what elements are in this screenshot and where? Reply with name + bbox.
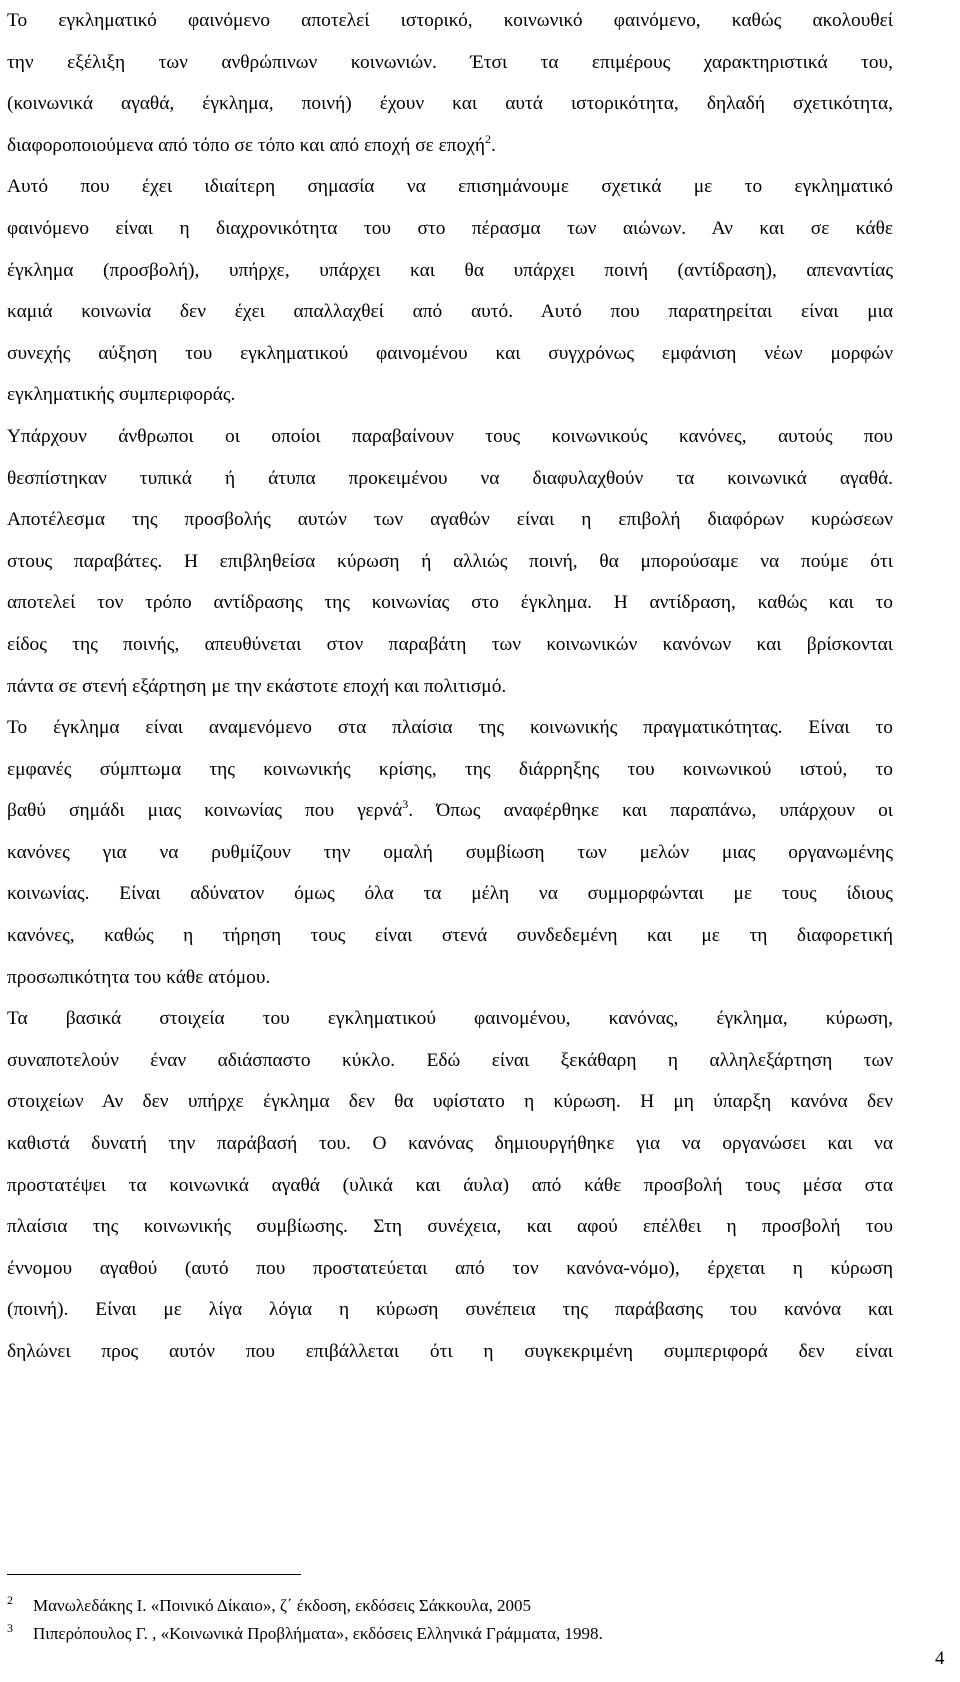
line-text: Το εγκληματικό φαινόμενο αποτελεί ιστορικό, κοινωνικό φαινόμενο, καθώς ακολουθεί xyxy=(7,10,893,31)
body-text xyxy=(7,0,893,1373)
text-line xyxy=(7,915,893,957)
line-text: (κοινωνικά αγαθά, έγκλημα, ποινή) έχουν και αυτά ιστορικότητα, δηλαδή σχετικότητα, xyxy=(7,93,893,115)
text-line xyxy=(7,416,893,458)
line-text: προστατέψει τα κοινωνικά αγαθά (υλικά και άυλα) από κάθε προσβολή τους μέσα στα xyxy=(7,1174,893,1196)
text-line xyxy=(7,291,893,333)
line-text: Αυτό που έχει ιδιαίτερη σημασία να επισημάνουμε σχετικά με το εγκληματικό xyxy=(7,176,893,198)
text-line xyxy=(7,624,893,666)
line-text: έγκλημα (προσβολή), υπήρχε, υπάρχει και θα υπάρχει ποινή (αντίδραση), απεναντίας xyxy=(7,259,893,281)
line-text: συνεχής αύξηση του εγκληματικού φαινομένου και συγχρόνως εμφάνιση νέων μορφών xyxy=(7,342,893,364)
line-text: Αποτέλεσμα της προσβολής αυτών των αγαθών είναι η επιβολή διαφόρων κυρώσεων xyxy=(7,509,893,531)
footnote-text: Μανωλεδάκης Ι. «Ποινικό Δίκαιο», ζ΄ έκδοση, εκδόσεις Σάκκουλα, 2005 xyxy=(33,1596,531,1615)
text-line xyxy=(7,208,893,250)
text-line xyxy=(7,832,893,874)
line-text: στοιχείων Αν δεν υπήρχε έγκλημα δεν θα υφίστατο η κύρωση. Η μη ύπαρξη κανόνα δεν xyxy=(7,1091,893,1113)
text-line xyxy=(7,458,893,500)
text-line xyxy=(7,1040,893,1082)
text-line xyxy=(7,666,893,708)
text-line xyxy=(7,582,893,624)
line-text: πάντα σε στενή εξάρτηση με την εκάστοτε εποχή και πολιτισμό. xyxy=(7,675,507,697)
line-text: είδος της ποινής, απευθύνεται στον παραβάτη των κοινωνικών κανόνων και βρίσκονται xyxy=(7,633,893,655)
text-line xyxy=(7,707,893,749)
line-text: Υπάρχουν άνθρωποι οι οποίοι παραβαίνουν τους κοινωνικούς κανόνες, αυτούς που xyxy=(7,425,893,447)
text-line xyxy=(7,83,893,125)
text-line xyxy=(7,0,893,42)
footnote-separator xyxy=(7,1574,301,1575)
footnote-3: 3 Πιπερόπουλος Γ. , «Κοινωνικά Προβλήματα», εκδόσεις Ελληνικά Γράμματα, 1998. xyxy=(7,1621,603,1643)
line-text: καμιά κοινωνία δεν έχει απαλλαχθεί από αυτό. Αυτό που παρατηρείται είναι μια xyxy=(7,301,893,323)
text-line xyxy=(7,374,893,416)
text-line xyxy=(7,541,893,583)
line-text: (ποινή). Είναι με λίγα λόγια η κύρωση συνέπεια της παράβασης του κανόνα και xyxy=(7,1299,893,1321)
line-text: εμφανές σύμπτωμα της κοινωνικής κρίσης, της διάρρηξης του κοινωνικού ιστού, το xyxy=(7,758,893,780)
line-text: εγκληματικής συμπεριφοράς. xyxy=(7,384,236,406)
line-text: διαφοροποιούμενα από τόπο σε τόπο και από εποχή σε εποχή xyxy=(7,134,486,156)
line-text: κανόνες για να ρυθμίζουν την ομαλή συμβίωση των μελών μιας οργανωμένης xyxy=(7,841,893,863)
text-line xyxy=(7,42,893,84)
text-line xyxy=(7,998,893,1040)
footnote-reference: 3 xyxy=(402,797,409,812)
page-number: 4 xyxy=(935,1648,945,1669)
line-text: καθιστά δυνατή την παράβασή του. Ο κανόνας δημιουργήθηκε για να οργανώσει και να xyxy=(7,1133,893,1155)
text-line xyxy=(7,1165,893,1207)
text-line xyxy=(7,1331,893,1373)
line-text: Το έγκλημα είναι αναμενόμενο στα πλαίσια της κοινωνικής πραγματικότητας. Είναι το xyxy=(7,717,893,739)
line-text: την εξέλιξη των ανθρώπινων κοινωνιών. Έτσι τα επιμέρους χαρακτηριστικά του, xyxy=(7,51,893,73)
text-line xyxy=(7,957,893,999)
line-text: στους παραβάτες. Η επιβληθείσα κύρωση ή αλλιώς ποινή, θα μπορούσαμε να πούμε ότι xyxy=(7,550,893,572)
footnote-reference: 2 xyxy=(485,131,492,146)
text-line xyxy=(7,873,893,915)
line-text-continued: . Όπως αναφέρθηκε και παραπάνω, υπάρχουν οι xyxy=(408,800,894,822)
line-text-continued: . xyxy=(491,134,496,156)
line-text: έννομου αγαθού (αυτό που προστατεύεται από τον κανόνα-νόμο), έρχεται η κύρωση xyxy=(7,1257,893,1279)
line-text: συναποτελούν έναν αδιάσπαστο κύκλο. Εδώ είναι ξεκάθαρη η αλληλεξάρτηση των xyxy=(7,1049,893,1071)
text-line xyxy=(7,250,893,292)
line-text: Τα βασικά στοιχεία του εγκληματικού φαινομένου, κανόνας, έγκλημα, κύρωση, xyxy=(7,1008,893,1030)
footnote-2: 2 Μανωλεδάκης Ι. «Ποινικό Δίκαιο», ζ΄ έκδοση, εκδόσεις Σάκκουλα, 2005 xyxy=(7,1593,531,1615)
text-line xyxy=(7,166,893,208)
footnote-text: Πιπερόπουλος Γ. , «Κοινωνικά Προβλήματα», εκδόσεις Ελληνικά Γράμματα, 1998. xyxy=(33,1624,603,1643)
line-text: προσωπικότητα του κάθε ατόμου. xyxy=(7,966,271,988)
text-line xyxy=(7,499,893,541)
line-text: δηλώνει προς αυτόν που επιβάλλεται ότι η συγκεκριμένη συμπεριφορά δεν είναι xyxy=(7,1341,893,1362)
text-line xyxy=(7,1289,893,1331)
line-text: φαινόμενο είναι η διαχρονικότητα του στο πέρασμα των αιώνων. Αν και σε κάθε xyxy=(7,217,893,239)
text-line xyxy=(7,1248,893,1290)
line-text: αποτελεί τον τρόπο αντίδρασης της κοινωνίας στο έγκλημα. Η αντίδραση, καθώς και το xyxy=(7,592,893,614)
text-line xyxy=(7,1206,893,1248)
line-text: κανόνες, καθώς η τήρηση τους είναι στενά συνδεδεμένη και με τη διαφορετική xyxy=(7,925,893,947)
line-text: θεσπίστηκαν τυπικά ή άτυπα προκειμένου να διαφυλαχθούν τα κοινωνικά αγαθά. xyxy=(7,467,893,489)
text-line xyxy=(7,125,893,167)
text-line xyxy=(7,1081,893,1123)
line-text: πλαίσια της κοινωνικής συμβίωσης. Στη συνέχεια, και αφού επέλθει η προσβολή του xyxy=(7,1216,893,1238)
text-line xyxy=(7,333,893,375)
text-line xyxy=(7,1123,893,1165)
line-text: βαθύ σημάδι μιας κοινωνίας που γερνά xyxy=(7,800,403,822)
text-line xyxy=(7,790,893,832)
text-line xyxy=(7,749,893,791)
line-text: κοινωνίας. Είναι αδύνατον όμως όλα τα μέλη να συμμορφώνται με τους ίδιους xyxy=(7,883,893,905)
